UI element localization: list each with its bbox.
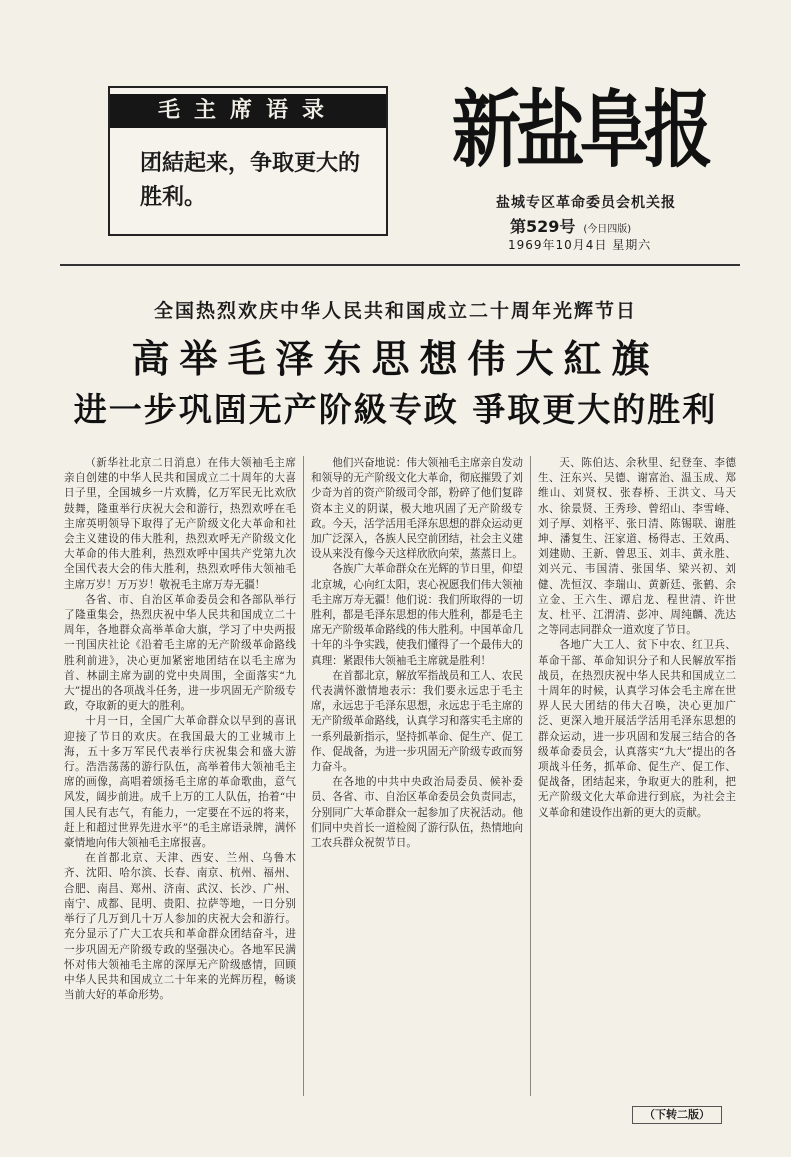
newspaper-title: 新盐阜报 (452, 81, 708, 179)
article-paragraph: 他们兴奋地说：伟大领袖毛主席亲自发动和领导的无产阶级文化大革命，彻底摧毁了刘少奇为首的资产阶级司令部，粉碎了他们复辟资本主义的阴谋，极大地巩固了无产阶级专政。今天，活学活用毛泽东思想的群众运动更加广泛深入，各族人民空前团结，社会主义建设从来没有像今天这样欣欣向荣，蒸蒸日上。 (311, 457, 523, 561)
column-divider (303, 456, 304, 1096)
article-paragraph: （新华社北京二日消息）在伟大领袖毛主席亲自创建的中华人民共和国成立二十周年的大喜日子里，全国城乡一片欢腾，亿万军民无比欢欣鼓舞，隆重举行庆祝大会和游行，热烈欢呼在毛主席英明领导下取得了无产阶级文化大革命和社会主义建设的伟大胜利，热烈欢呼无产阶级文化大革命的伟大胜利，热烈欢呼中国共产党第九次全国代表大会的伟大胜利，热烈欢呼伟大领袖毛主席万岁！万万岁！敬祝毛主席万寿无疆！ (64, 457, 296, 591)
article-column-1 (64, 456, 296, 1096)
headline-kicker: 全国热烈欢庆中华人民共和国成立二十周年光辉节日 (153, 300, 637, 322)
mao-quote-box (108, 86, 388, 236)
article-paragraph: 十月一日，全国广大革命群众以早到的喜讯迎接了节日的欢庆。在我国最大的工业城市上海，五十多万军民代表举行庆祝集会和盛大游行。浩浩荡荡的游行队伍，高举着伟大领袖毛主席的画像，高唱着颂扬毛主席的革命歌曲，意气风发，阔步前进。成千上万的工人队伍，抬着“中国人民有志气，有能力，一定要在不远的将来，赶上和超过世界先进水平”的毛主席语录牌，满怀豪情地向伟大领袖毛主席报喜。 (64, 715, 296, 850)
issue-line (510, 214, 631, 237)
article-column-2 (311, 456, 523, 1096)
issue-number: 第529号 (510, 217, 576, 236)
issue-note: (今日四版) (583, 224, 632, 235)
article-paragraph: 各省、市、自治区革命委员会和各部队举行了隆重集会，热烈庆祝中华人民共和国成立二十周年，各地群众高举革命大旗，学习了中央两报一刊国庆社论《沿着毛主席的无产阶级革命路线胜利前进》，决心更加紧密地团结在以毛主席为首、林副主席为副的党中央周围，全面落实“九大”提出的各项战斗任务，进一步巩固无产阶级专政，夺取新的更大的胜利。 (64, 593, 296, 713)
masthead-divider (60, 264, 740, 266)
article-paragraph: 在首都北京、天津、西安、兰州、乌鲁木齐、沈阳、哈尔滨、长春、南京、杭州、福州、合肥、南昌、郑州、济南、武汉、长沙、广州、南宁、成都、昆明、贵阳、拉萨等地，一日分别举行了几万到几十万人参加的庆祝大会和游行。充分显示了广大工农兵和革命群众团结奋斗，进一步巩固无产阶级专政的坚强决心。各地军民满怀对伟大领袖毛主席的深厚无产阶级感情，回顾中华人民共和国成立二十年来的光辉历程，畅谈当前大好的革命形势。 (64, 852, 296, 1002)
article-paragraph: 天、陈伯达、余秋里、纪登奎、李德生、汪东兴、吴德、谢富治、温玉成、郑维山、刘贤权、张春桥、王洪文、马天水、徐景贤、王秀珍、曾绍山、李雪峰、刘子厚、刘格平、张日清、陈锡联、谢胜坤、潘复生、汪家道、杨得志、王效禹、刘建勋、王新、曾思玉、刘丰、黄永胜、刘兴元、韦国清、张国华、梁兴初、刘健、冼恒汉、李瑞山、黄新廷、张鹤、余立金、王六生、谭启龙、程世清、许世友、杜平、江渭清、彭冲、周纯麟、冼达之等同志同群众一道欢度了节日。 (538, 457, 736, 637)
headline-second: 进一步巩固无产阶級专政 爭取更大的胜利 (73, 390, 718, 429)
headline-main: 高举毛泽东思想伟大紅旗 (131, 337, 660, 381)
article-paragraph: 在首都北京，解放军指战员和工人、农民代表满怀激情地表示：我们要永远忠于毛主席，永远忠于毛泽东思想，永远忠于毛主席的无产阶级革命路线，认真学习和落实毛主席的一系列最新指示，坚持抓革命、促生产、促工作、促战备，为进一步巩固无产阶级专政而努力奋斗。 (311, 669, 523, 774)
article-paragraph: 各族广大革命群众在光辉的节日里，仰望北京城，心向红太阳，衷心祝愿我们伟大领袖毛主席万寿无疆！他们说：我们所取得的一切胜利，都是毛泽东思想的伟大胜利，都是毛主席无产阶级革命路线的伟大胜利。中国革命几十年的斗争实践，使我们懂得了一个最伟大的真理：紧跟伟大领袖毛主席就是胜利！ (311, 563, 523, 667)
issue-date: 1969年10月4日 星期六 (508, 238, 652, 252)
masthead-subtitle: 盐城专区革命委员会机关报 (496, 195, 676, 211)
article-paragraph: 各地广大工人、贫下中农、红卫兵、革命干部、革命知识分子和人民解放军指战员，在热烈庆祝中华人民共和国成立二十周年的时候，认真学习体会毛主席在世界人民大团结的伟大召唤，决心更加广泛、更深入地开展活学活用毛泽东思想的群众运动，进一步巩固和发展三结合的各级革命委员会，认真落实“九大”提出的各项战斗任务，抓革命、促生产、促工作、促战备，团结起来，争取更大的胜利，把无产阶级文化大革命进行到底，为社会主义革命和建设作出新的更大的贡献。 (538, 639, 736, 819)
quote-text: 团結起来，争取更大的胜利。 (140, 150, 361, 210)
column-divider (530, 456, 531, 1096)
article-column-3 (538, 456, 736, 1096)
continued-notice: （下转二版） (632, 1106, 722, 1124)
article-paragraph: 在各地的中共中央政治局委员、候补委员、各省、市、自治区革命委员会负责同志，分别同广大革命群众一起参加了庆祝活动。他们同中央首长一道检阅了游行队伍，热情地向工农兵群众祝贺节日。 (311, 776, 523, 850)
quote-header: 毛主席语录 (110, 94, 386, 128)
